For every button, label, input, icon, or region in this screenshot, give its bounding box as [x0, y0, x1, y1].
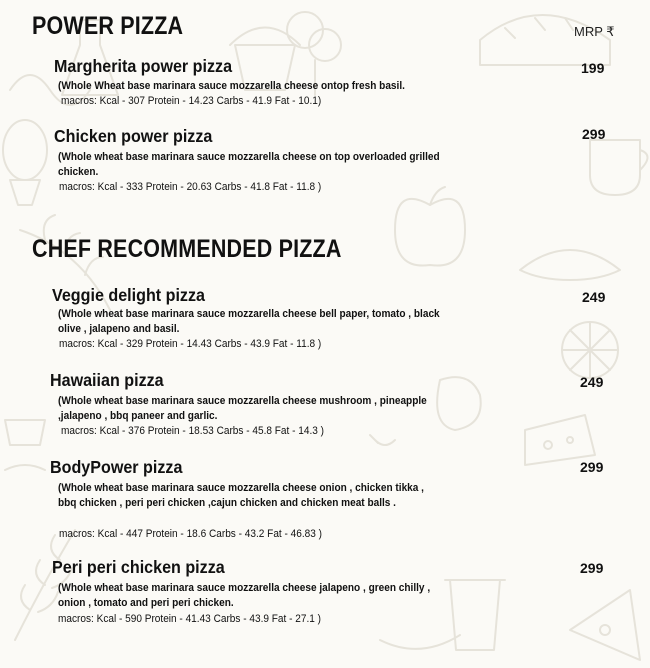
item-macros-bodypower-pizza: macros: Kcal - 447 Protein - 18.6 Carbs - 43.2 Fat - 46.83 ): [59, 528, 323, 540]
item-macros-margherita-power-pizza: macros: Kcal - 307 Protein - 14.23 Carbs - 41.9 Fat - 10.1): [61, 95, 322, 107]
item-name-peri-peri-chicken-pizza: Peri peri chicken pizza: [52, 557, 225, 577]
item-name-chicken-power-pizza: Chicken power pizza: [54, 126, 213, 146]
item-description-chicken-power-pizza: (Whole wheat base marinara sauce mozzarella cheese on top overloaded grilled chicken.: [58, 151, 440, 178]
mrp-price-header: MRP ₹: [574, 24, 615, 39]
item-price-peri-peri-chicken-pizza: 299: [580, 560, 604, 576]
item-price-bodypower-pizza: 299: [580, 459, 604, 475]
section-title-power-pizza: POWER PIZZA: [32, 12, 184, 40]
item-description-veggie-delight-pizza: (Whole wheat base marinara sauce mozzarella cheese bell paper, tomato , black olive , jalapeno and basil.: [58, 308, 440, 335]
item-macros-veggie-delight-pizza: macros: Kcal - 329 Protein - 14.43 Carbs - 43.9 Fat - 11.8 ): [59, 338, 322, 350]
section-title-chef-recommended-pizza: CHEF RECOMMENDED PIZZA: [32, 235, 342, 263]
item-description-margherita-power-pizza: (Whole Wheat base marinara sauce mozzarella cheese ontop fresh basil.: [58, 80, 405, 92]
item-price-veggie-delight-pizza: 249: [582, 289, 606, 305]
item-macros-chicken-power-pizza: macros: Kcal - 333 Protein - 20.63 Carbs - 41.8 Fat - 11.8 ): [59, 181, 322, 193]
item-description-peri-peri-chicken-pizza: (Whole wheat base marinara sauce mozzarella cheese jalapeno , green chilly , onion , tomato and peri peri chicken.: [58, 582, 431, 609]
item-name-bodypower-pizza: BodyPower pizza: [50, 457, 183, 477]
item-macros-peri-peri-chicken-pizza: macros: Kcal - 590 Protein - 41.43 Carbs - 43.9 Fat - 27.1 ): [58, 613, 322, 625]
item-name-veggie-delight-pizza: Veggie delight pizza: [52, 285, 205, 305]
item-price-chicken-power-pizza: 299: [582, 126, 606, 142]
item-price-margherita-power-pizza: 199: [581, 60, 605, 76]
item-macros-hawaiian-pizza: macros: Kcal - 376 Protein - 18.53 Carbs - 45.8 Fat - 14.3 ): [61, 425, 325, 437]
item-name-hawaiian-pizza: Hawaiian pizza: [50, 370, 164, 390]
item-name-margherita-power-pizza: Margherita power pizza: [54, 56, 233, 76]
item-description-hawaiian-pizza: (Whole wheat base marinara sauce mozzarella cheese mushroom , pineapple ,jalapeno , bbq paneer and garlic.: [58, 395, 427, 422]
item-description-bodypower-pizza: (Whole wheat base marinara sauce mozzarella cheese onion , chicken tikka , bbq chicken , peri peri chicken ,cajun chicken and chicken meat balls .: [58, 482, 424, 509]
item-price-hawaiian-pizza: 249: [580, 374, 604, 390]
